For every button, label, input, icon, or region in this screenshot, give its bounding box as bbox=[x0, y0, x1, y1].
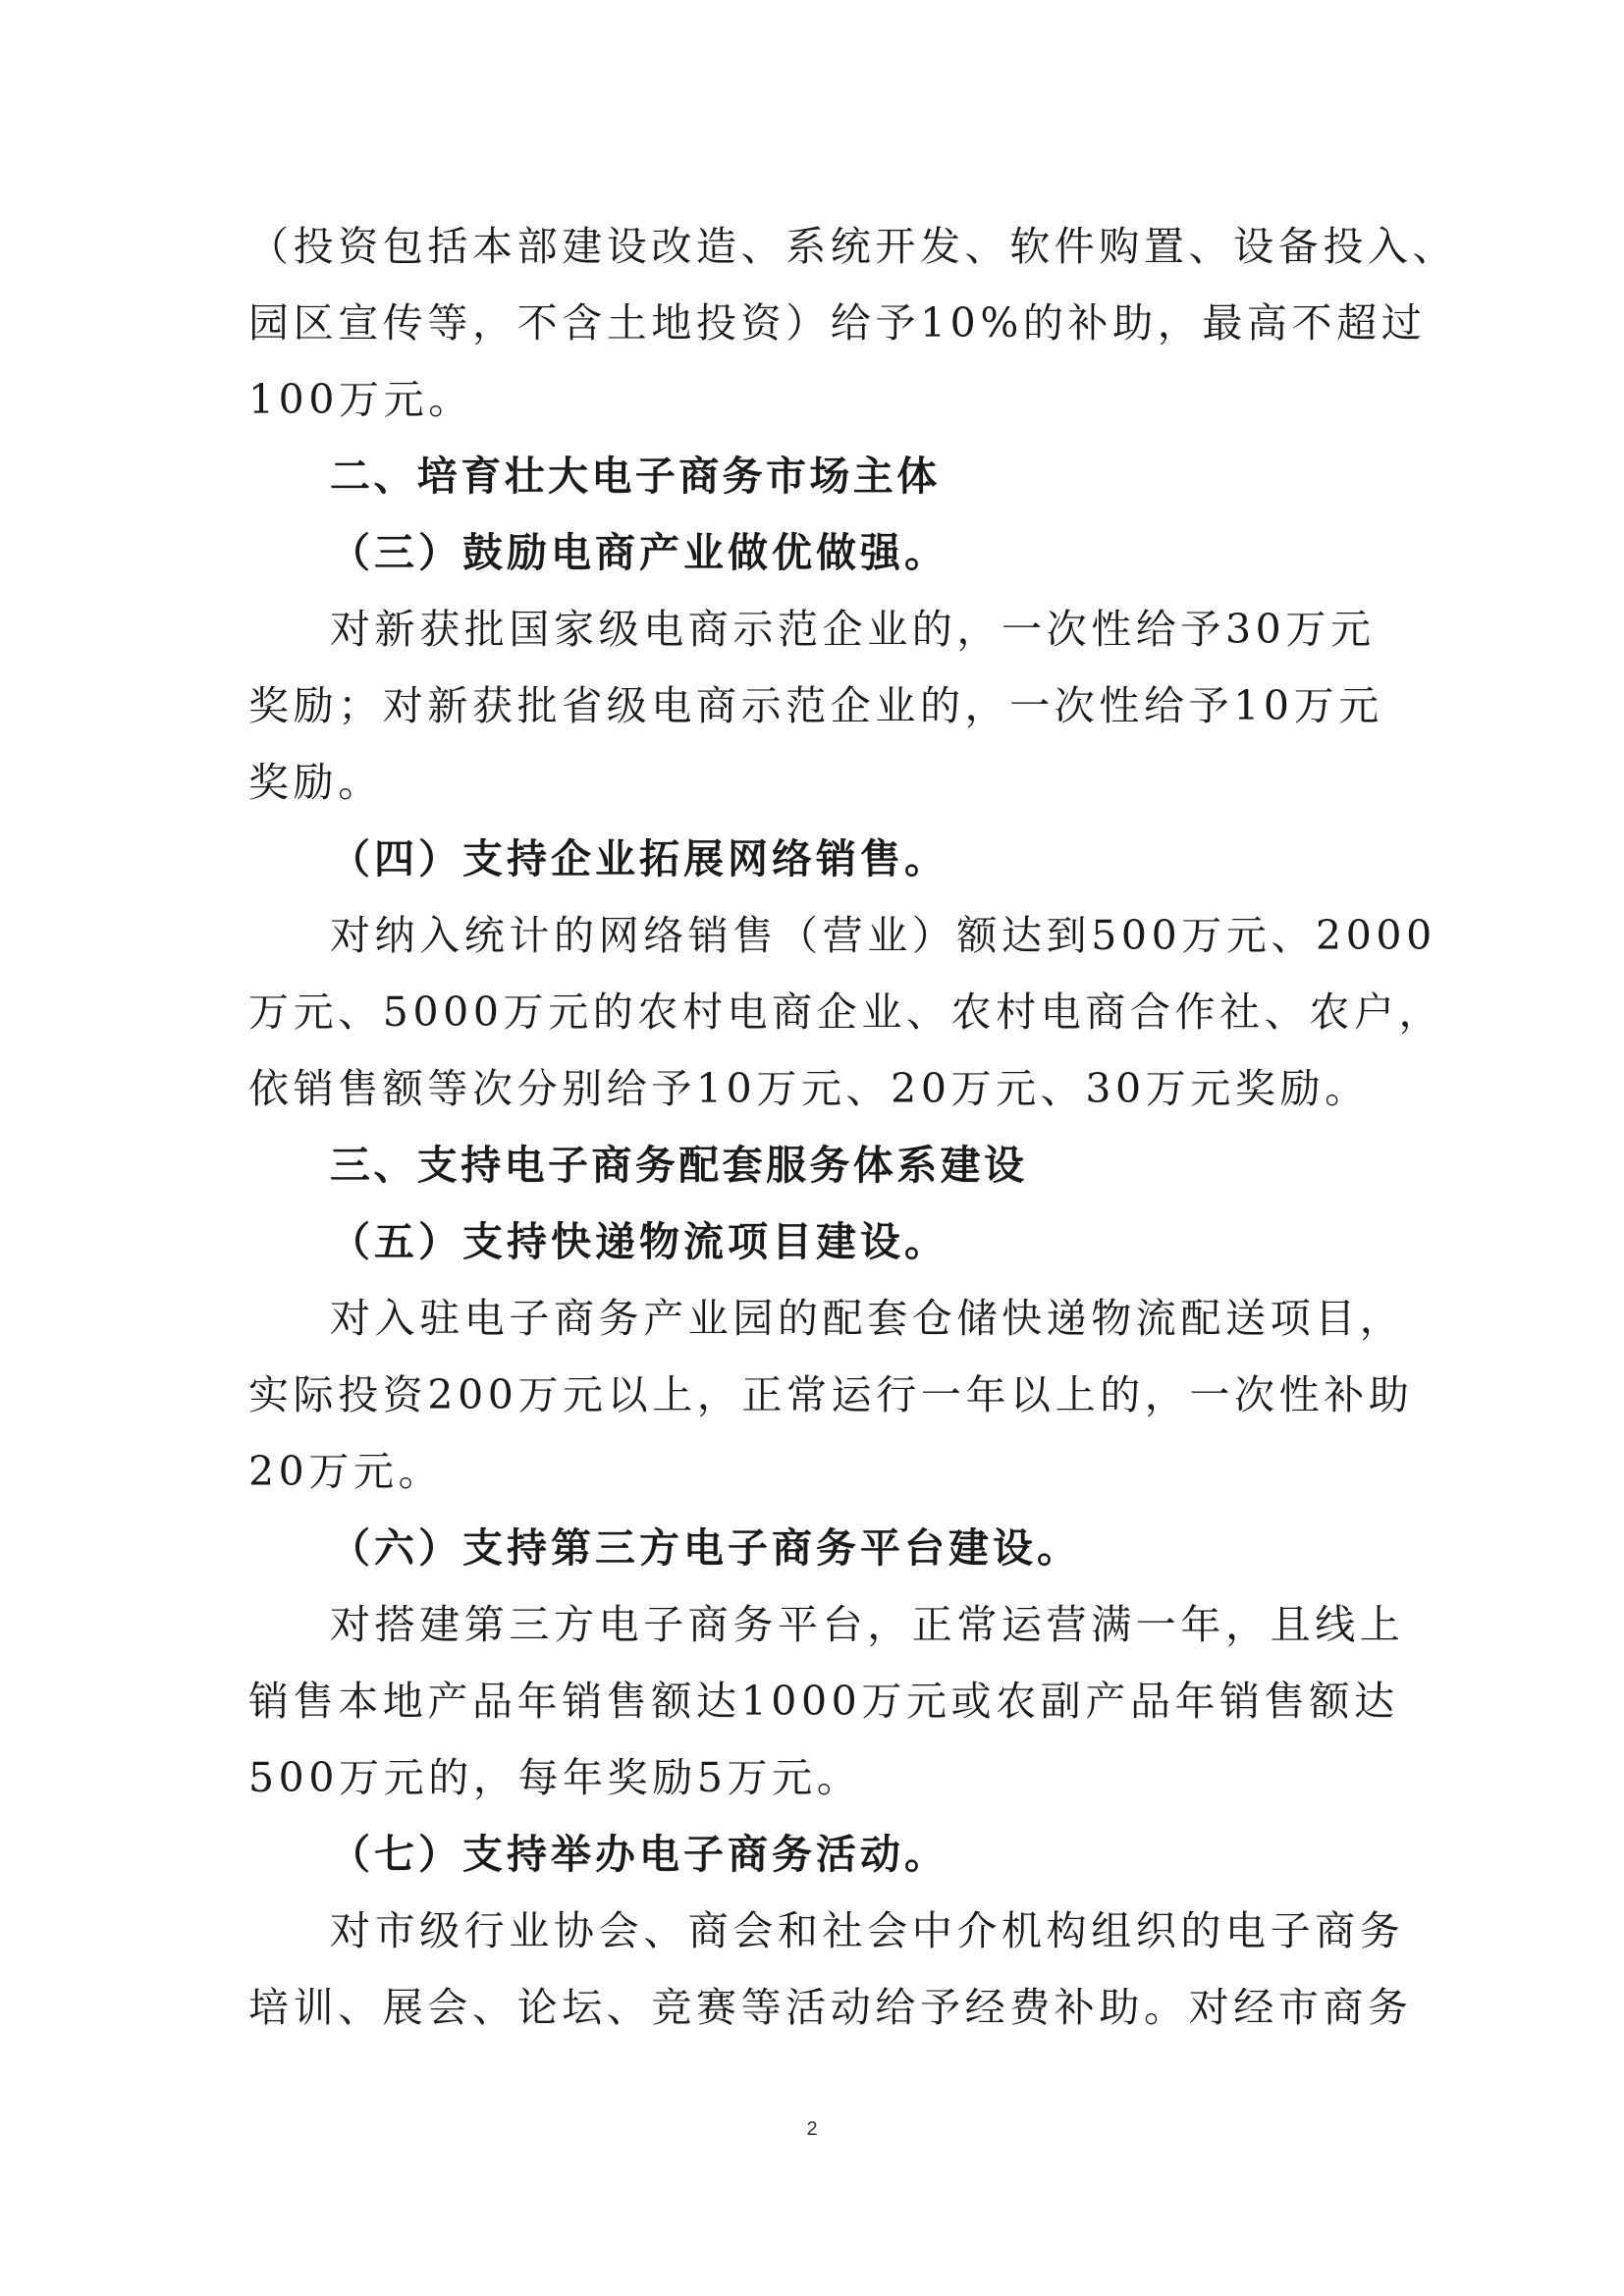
subsection-heading: （七）支持举办电子商务活动。 bbox=[330, 1831, 948, 1878]
body-text-line: 培训、展会、论坛、竞赛等活动给予经费补助。对经市商务 bbox=[248, 1984, 1413, 2031]
body-text-line: 对纳入统计的网络销售（营业）额达到500万元、2000 bbox=[330, 912, 1436, 959]
subsection-heading: （五）支持快递物流项目建设。 bbox=[330, 1218, 948, 1265]
body-text-line: 奖励；对新获批省级电商示范企业的，一次性给予10万元 bbox=[248, 682, 1383, 729]
body-text-line: 对新获批国家级电商示范企业的，一次性给予30万元 bbox=[330, 606, 1376, 653]
body-text-line: 万元、5000万元的农村电商企业、农村电商合作社、农户， bbox=[248, 988, 1444, 1036]
body-text-line: 100万元。 bbox=[248, 376, 473, 423]
body-text-line: 依销售额等次分别给予10万元、20万元、30万元奖励。 bbox=[248, 1065, 1370, 1112]
body-text-line: 对搭建第三方电子商务平台，正常运营满一年，且线上 bbox=[330, 1601, 1405, 1648]
body-text-line: （投资包括本部建设改造、系统开发、软件购置、设备投入、 bbox=[248, 223, 1458, 270]
body-text-line: 对市级行业协会、商会和社会中介机构组织的电子商务 bbox=[330, 1907, 1405, 1954]
body-text-line: 实际投资200万元以上，正常运行一年以上的，一次性补助 bbox=[248, 1371, 1414, 1418]
body-text-line: 园区宣传等，不含土地投资）给予10%的补助，最高不超过 bbox=[248, 299, 1427, 347]
section-heading: 二、培育壮大电子商务市场主体 bbox=[330, 453, 941, 500]
subsection-heading: （六）支持第三方电子商务平台建设。 bbox=[330, 1524, 1081, 1572]
page-number: 2 bbox=[806, 2118, 818, 2140]
body-text-line: 500万元的，每年奖励5万元。 bbox=[248, 1754, 862, 1801]
body-text-line: 20万元。 bbox=[248, 1448, 444, 1495]
subsection-heading: （三）鼓励电商产业做优做强。 bbox=[330, 529, 948, 576]
body-text-line: 奖励。 bbox=[248, 759, 383, 806]
section-heading: 三、支持电子商务配套服务体系建设 bbox=[330, 1142, 1028, 1189]
body-text-line: 销售本地产品年销售额达1000万元或农副产品年销售额达 bbox=[248, 1678, 1399, 1725]
body-text-line: 对入驻电子商务产业园的配套仓储快递物流配送项目， bbox=[330, 1295, 1405, 1342]
subsection-heading: （四）支持企业拓展网络销售。 bbox=[330, 835, 948, 882]
